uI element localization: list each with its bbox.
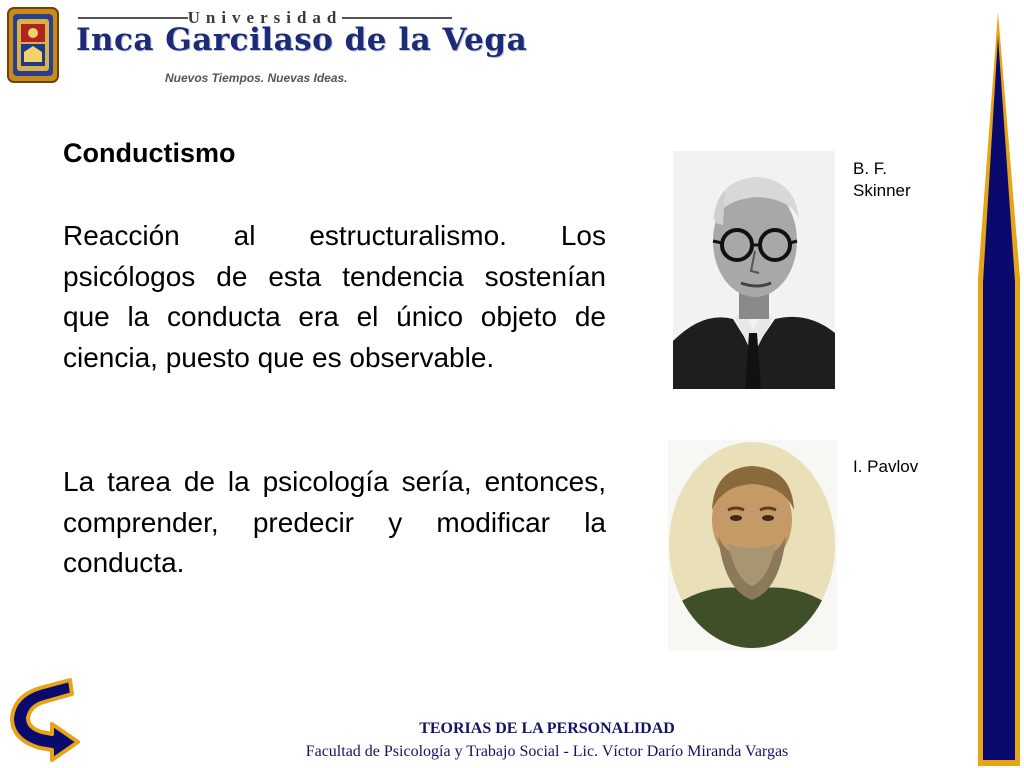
footer-faculty-line: Facultad de Psicología y Trabajo Social - Lic. Víctor Darío Miranda Vargas bbox=[305, 743, 789, 760]
return-arrow-icon[interactable] bbox=[4, 674, 82, 764]
university-name: Inca Garcilaso de la Vega bbox=[76, 22, 528, 58]
university-small-label: Universidad bbox=[187, 8, 343, 27]
skinner-caption: B. F. Skinner bbox=[853, 159, 911, 200]
slide-heading: Conductismo bbox=[63, 138, 236, 168]
pavlov-portrait bbox=[668, 440, 837, 650]
slide-paragraph-1: Reacción al estructuralismo. Los psicólogos de esta tendencia sostenían que la conducta era el único objeto de ciencia, puesto que es observable. bbox=[63, 220, 606, 373]
pavlov-caption: I. Pavlov bbox=[853, 457, 919, 476]
footer-course-title: TEORIAS DE LA PERSONALIDAD bbox=[419, 720, 675, 737]
skinner-portrait bbox=[673, 151, 835, 389]
slide-paragraph-2: La tarea de la psicología sería, entonces, comprender, predecir y modificar la conducta. bbox=[63, 466, 606, 578]
university-crest-icon bbox=[6, 6, 60, 84]
university-tagline: Nuevos Tiempos. Nuevas Ideas. bbox=[165, 71, 348, 85]
decorative-pillar bbox=[970, 8, 1024, 768]
